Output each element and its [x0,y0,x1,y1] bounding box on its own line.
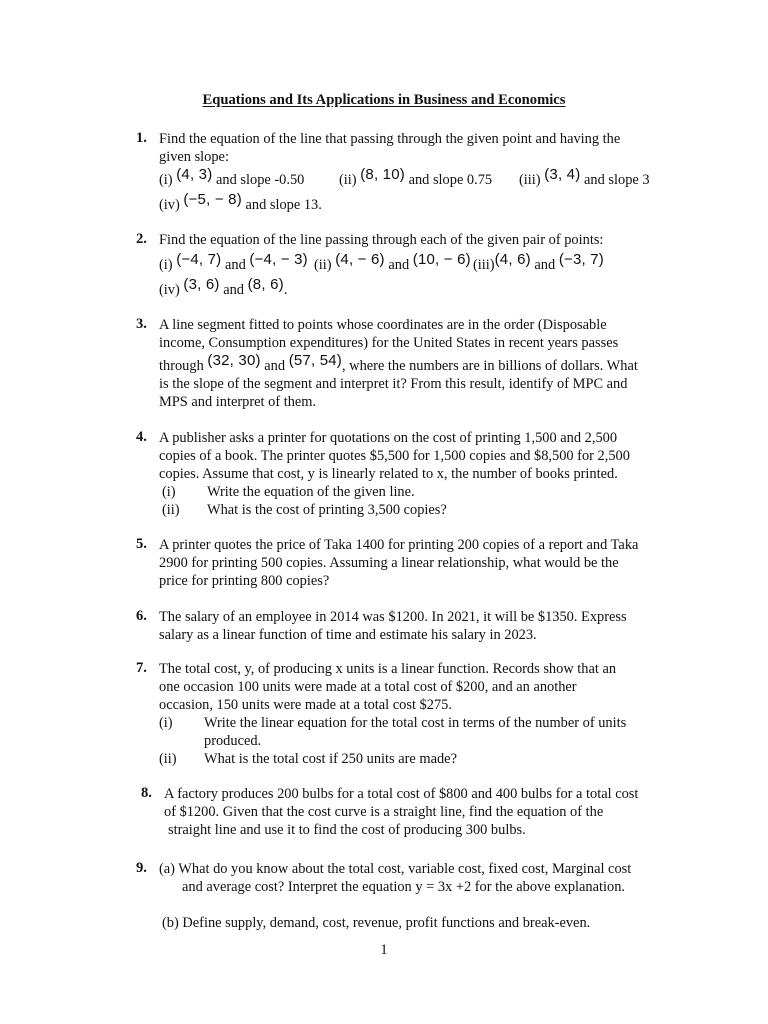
point: (4, 3) [176,166,213,183]
question-text: income, Consumption expenditures) for the United States in recent years passes [159,335,619,351]
question-text: of $1200. Given that the cost curve is a straight line, find the equation of the [164,804,604,820]
text-segment: , where the numbers are in billions of dollars. What [341,358,638,374]
sub-item-iv [159,276,288,299]
point: (57, 54) [288,352,342,369]
sub-item-text: and slope 3 [584,172,650,188]
conjunction: and [264,358,286,374]
sub-item-label: (ii) [162,502,180,518]
sub-item-text: What is the cost of printing 3,500 copies? [207,502,447,518]
sub-item-iii [519,166,650,189]
sub-item-text: produced. [204,733,262,749]
question-text: one occasion 100 units were made at a total cost of $200, and an another [159,679,577,695]
question-text: price for printing 800 copies? [159,573,330,589]
point: (10, − 6) [412,251,471,268]
question-number: 6. [136,608,147,624]
question-number: 7. [136,660,147,676]
question-text: salary as a linear function of time and estimate his salary in 2023. [159,627,537,643]
sub-item-text: What is the total cost if 250 units are made? [204,751,457,767]
sub-item-label: (iii) [473,257,495,273]
question-number: 9. [136,860,147,876]
text-segment: through [159,358,204,374]
sub-item-text: Write the linear equation for the total cost in terms of the number of units [204,715,627,731]
question-number: 3. [136,316,147,332]
point: (3, 4) [544,166,581,183]
sub-item-label: (iii) [519,172,541,188]
question-part-a: and average cost? Interpret the equation y = 3x +2 for the above explanation. [182,879,625,895]
sub-item-label: (i) [162,484,176,500]
sub-item-text: Write the equation of the given line. [207,484,415,500]
question-text: The total cost, y, of producing x units is a linear function. Records show that an [159,661,617,677]
question-text: 2900 for printing 500 copies. Assuming a linear relationship, what would be the [159,555,619,571]
question-text: MPS and interpret of them. [159,394,317,410]
sub-item-label: (iv) [159,197,180,213]
question-text: Find the equation of the line passing through each of the given pair of points: [159,232,604,248]
document-title: Equations and Its Applications in Business and Economics [202,92,566,108]
conjunction: and [223,282,244,298]
question-text: A printer quotes the price of Taka 1400 for printing 200 copies of a report and Taka [159,537,639,553]
sub-item-label: (ii) [314,257,332,273]
sub-item-label: (i) [159,257,173,273]
question-number: 4. [136,429,147,445]
conjunction: and [224,257,246,273]
sub-item-i [159,166,305,189]
question-number: 8. [141,785,152,801]
question-text: is the slope of the segment and interpret it? From this result, identify of MPC and [159,376,628,392]
question-text: copies of a book. The printer quotes $5,500 for 1,500 copies and $8,500 for 2,500 [159,448,630,464]
question-number: 5. [136,536,147,552]
question-number: 1. [136,130,147,146]
question-number: 2. [136,231,147,247]
question-text: occasion, 150 units were made at a total cost $275. [159,697,452,713]
point: (8, 10) [360,166,405,183]
sub-item-ii [339,166,493,189]
point: (4, − 6) [335,251,385,268]
point: (−4, − 3) [249,251,308,268]
sub-item-i [159,251,308,274]
sub-item-label: (iv) [159,282,180,298]
sub-item-label: (ii) [339,172,357,188]
sub-item-label: (i) [159,172,173,188]
sub-item-iii [473,251,604,274]
point: (8, 6) [247,276,284,293]
question-text: A line segment fitted to points whose coordinates are in the order (Disposable [159,317,607,333]
sub-item-text: and slope 0.75 [408,172,493,188]
conjunction: and [388,257,410,273]
sub-item-ii [314,251,471,274]
sub-item-label: (ii) [159,751,177,767]
question-text: The salary of an employee in 2014 was $1200. In 2021, it will be $1350. Express [159,609,627,625]
point: (−3, 7) [558,251,604,268]
sub-item-label: (i) [159,715,173,731]
question-text: straight line and use it to find the cost of producing 300 bulbs. [168,822,526,838]
point: (32, 30) [207,352,261,369]
point: (−5, − 8) [183,191,242,208]
point: (3, 6) [183,276,220,293]
sub-item-text: and slope 13. [245,197,322,213]
question-part-a: (a) What do you know about the total cost, variable cost, fixed cost, Marginal cost [159,861,632,877]
point: (4, 6) [494,251,531,268]
sub-item-text: and slope -0.50 [216,172,305,188]
period: . [283,282,288,298]
page-number: 1 [380,942,388,958]
question-text: A publisher asks a printer for quotations on the cost of printing 1,500 and 2,500 [159,430,618,446]
question-text: Find the equation of the line that passing through the given point and having the [159,131,621,147]
question-text: A factory produces 200 bulbs for a total cost of $800 and 400 bulbs for a total cost [164,786,639,802]
question-text [159,352,638,375]
question-text: given slope: [159,149,229,165]
point: (−4, 7) [176,251,222,268]
question-text: copies. Assume that cost, y is linearly related to x, the number of books printed. [159,466,618,482]
sub-item-iv [159,191,322,214]
question-part-b: (b) Define supply, demand, cost, revenue, profit functions and break-even. [162,915,591,931]
conjunction: and [534,257,556,273]
